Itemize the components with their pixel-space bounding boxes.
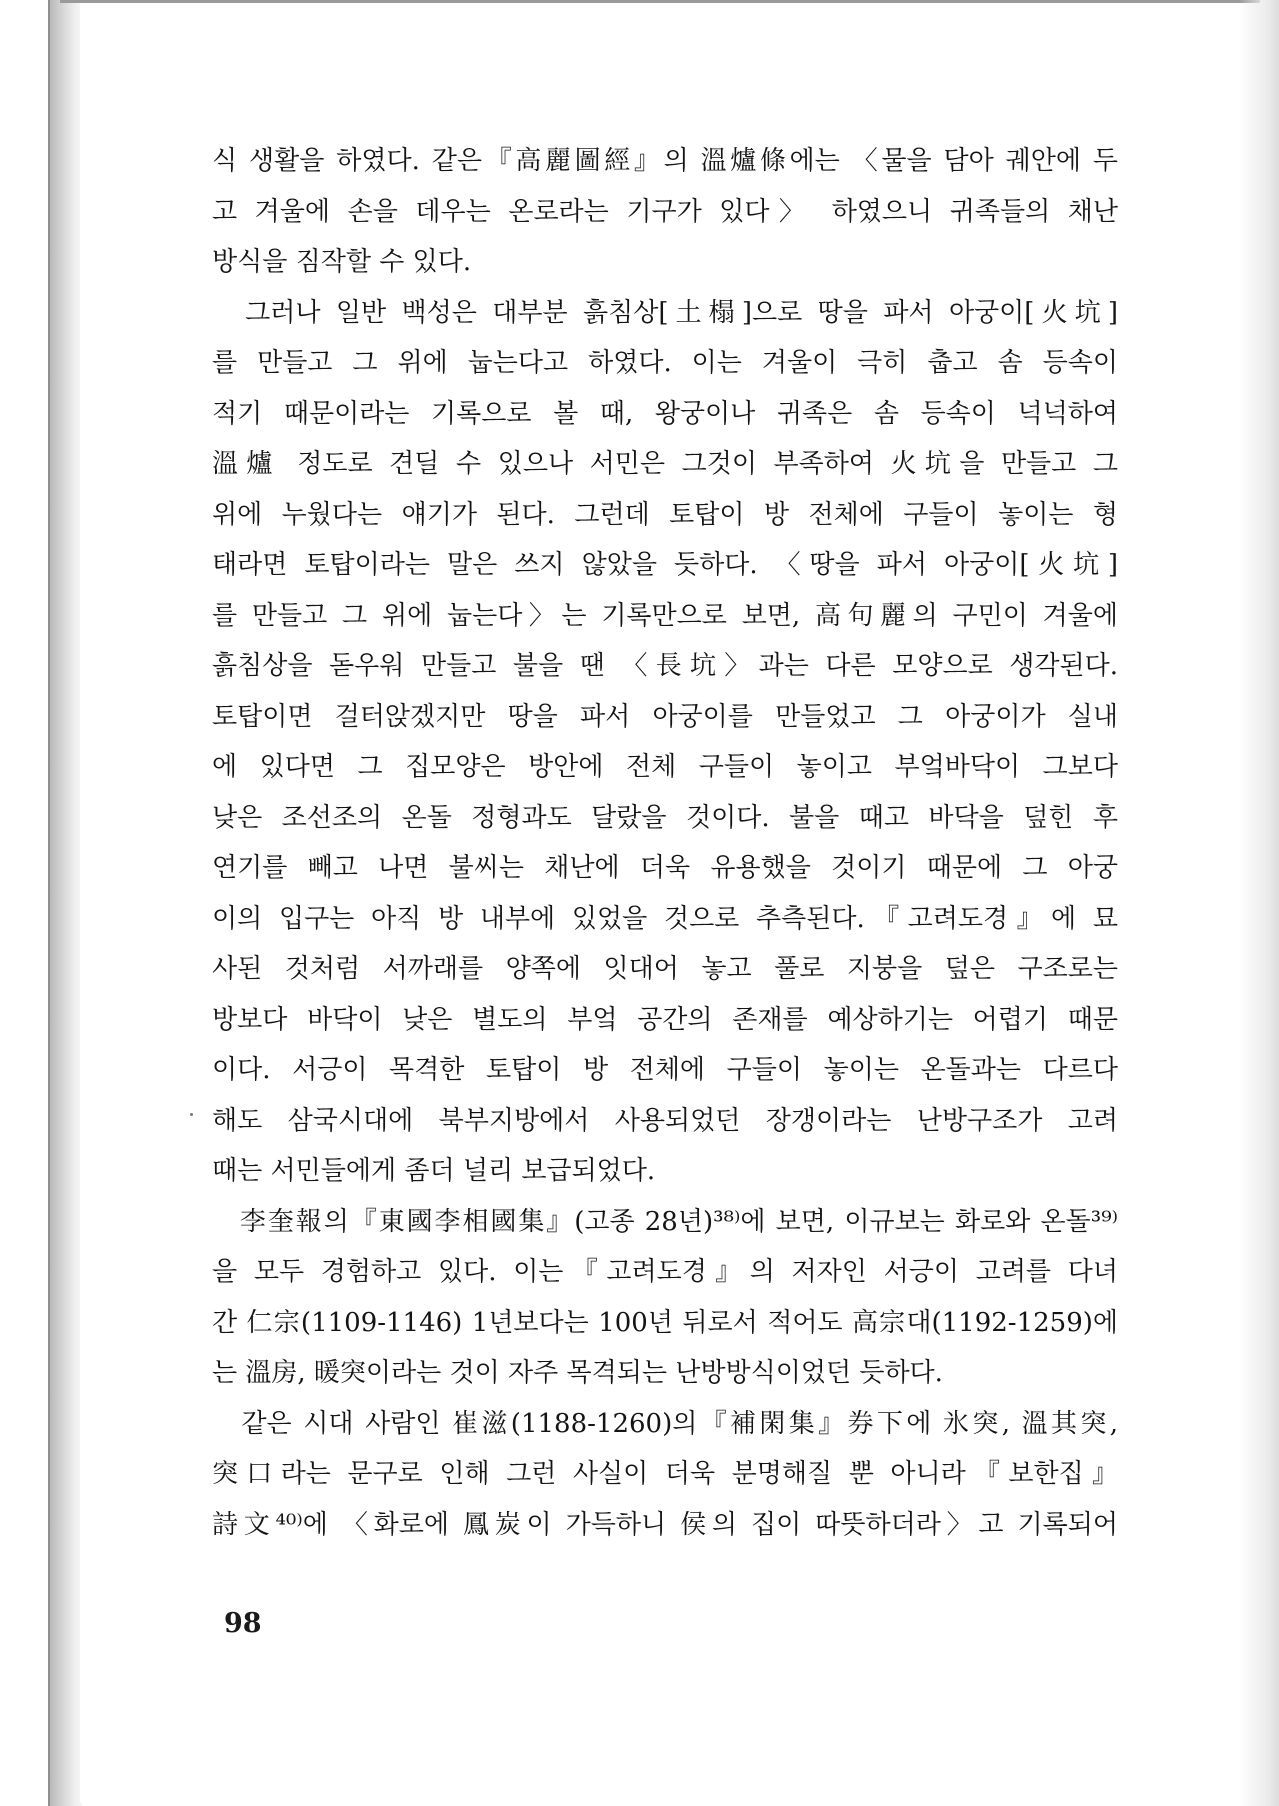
page-right-shadow [1239,0,1279,1806]
text-line: 방보다 바닥이 낮은 별도의 부엌 공간의 존재를 예상하기는 어렵기 때문 [212,1004,1118,1035]
book-spine-edge [48,0,82,1806]
text-line: 위에 누웠다는 얘기가 된다. 그런데 토탑이 방 전체에 구들이 놓이는 형 [212,499,1118,530]
text-line: 방식을 짐작할 수 있다. [212,247,472,277]
body-text [212,136,1118,1550]
text-line: 를 만들고 그 위에 눕는다고 하였다. 이는 겨울이 극히 춥고 솜 등속이 [212,348,1118,378]
text-line: 식 생활을 하였다. 같은『高麗圖經』의 溫爐條에는 〈물을 담아 궤안에 두 [212,146,1118,176]
text-line: 을 모두 경험하고 있다. 이는『고려도경』의 저자인 서긍이 고려를 다녀 [212,1257,1118,1287]
page-number: 98 [224,1608,262,1639]
text-line: 낮은 조선조의 온돌 정형과도 달랐을 것이다. 불을 때고 바닥을 덮힌 후 [212,802,1118,833]
scan-speck [190,1113,193,1116]
text-line: 해도 삼국시대에 북부지방에서 사용되었던 장갱이라는 난방구조가 고려 [212,1105,1118,1136]
text-line: 이의 입구는 아직 방 내부에 있었을 것으로 추측된다.『고려도경』에 묘 [212,903,1118,934]
text-line: 李奎報의『東國李相國集』(고종 28년)³⁸⁾에 보면, 이규보는 화로와 온돌³⁹⁾ [212,1206,1118,1237]
text-line: 는 溫房, 暖突이라는 것이 자주 목격되는 난방방식이었던 듯하다. [212,1358,943,1388]
text-line: 溫爐 정도로 견딜 수 있으나 서민은 그것이 부족하여 火坑을 만들고 그 [212,449,1118,479]
text-line: 詩文⁴⁰⁾에 〈화로에 鳳炭이 가득하니 侯의 집이 따뜻하더라〉고 기록되어 [212,1509,1118,1540]
text-line: 흙침상을 돋우워 만들고 불을 땐 〈長坑〉과는 다른 모양으로 생각된다. [212,651,1118,681]
text-line: 그러나 일반 백성은 대부분 흙침상[土榻]으로 땅을 파서 아궁이[火坑] [212,297,1118,328]
text-line: 같은 시대 사람인 崔滋(1188-1260)의『補閑集』券下에 氷突, 溫其突, [212,1408,1118,1439]
text-line: 토탑이면 걸터앉겠지만 땅을 파서 아궁이를 만들었고 그 아궁이가 실내 [212,701,1118,732]
text-line: 고 겨울에 손을 데우는 온로라는 기구가 있다〉 하였으니 귀족들의 채난 [212,196,1118,227]
text-line: 突口라는 문구로 인해 그런 사실이 더욱 분명해질 뿐 아니라『보한집』 [212,1459,1118,1489]
text-line: 이다. 서긍이 목격한 토탑이 방 전체에 구들이 놓이는 온돌과는 다르다 [212,1055,1118,1085]
text-line: 때는 서민들에게 좀더 널리 보급되었다. [212,1156,656,1186]
text-line: 연기를 빼고 나면 불씨는 채난에 더욱 유용했을 것이기 때문에 그 아궁 [212,853,1118,883]
text-line: 태라면 토탑이라는 말은 쓰지 않았을 듯하다. 〈땅을 파서 아궁이[火坑] [212,550,1118,580]
text-line: 에 있다면 그 집모양은 방안에 전체 구들이 놓이고 부엌바닥이 그보다 [212,752,1118,782]
text-line: 적기 때문이라는 기록으로 볼 때, 왕궁이나 귀족은 솜 등속이 넉넉하여 [212,398,1118,429]
text-line: 간 仁宗(1109-1146) 1년보다는 100년 뒤로서 적어도 高宗대(1192-1259)에 [212,1307,1118,1338]
text-line: 사된 것처럼 서까래를 양쪽에 잇대어 놓고 풀로 지붕을 덮은 구조로는 [212,954,1118,984]
text-line: 를 만들고 그 위에 눕는다〉는 기록만으로 보면, 高句麗의 구민이 겨울에 [212,600,1118,631]
